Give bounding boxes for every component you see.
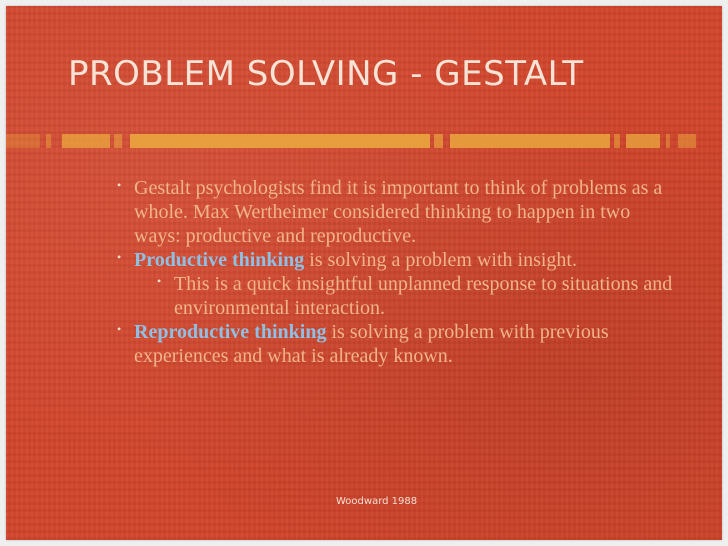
bullet-text: This is a quick insightful unplanned response to situations and environmental interaction. [174,273,673,319]
bullet-reproductive [104,320,674,368]
bullet-dot-icon: • [117,322,122,336]
bullet-list [104,176,674,368]
term-productive-thinking: Productive thinking [134,249,305,271]
term-reproductive-thinking: Reproductive thinking [134,321,327,343]
bullet-dot-icon: • [157,274,162,288]
decorative-rule [6,134,722,148]
slide-title: PROBLEM SOLVING - GESTALT [68,54,584,94]
bullet-text: is solving a problem with previous experiences and what is already known. [134,321,609,367]
source-citation: Woodward 1988 [336,496,418,507]
sub-bullet-insight [144,272,674,320]
bullet-dot-icon: • [117,250,122,264]
slide [6,6,722,540]
bullet-gestalt [104,176,674,248]
bullet-text: is solving a problem with insight. [304,249,577,271]
bullet-dot-icon: • [117,178,122,192]
bullet-text: Gestalt psychologists find it is important to think of problems as a whole. Max Wertheimer considered thinking to happen in two ways: productive and reproductive. [134,177,663,247]
bullet-productive [104,248,674,272]
